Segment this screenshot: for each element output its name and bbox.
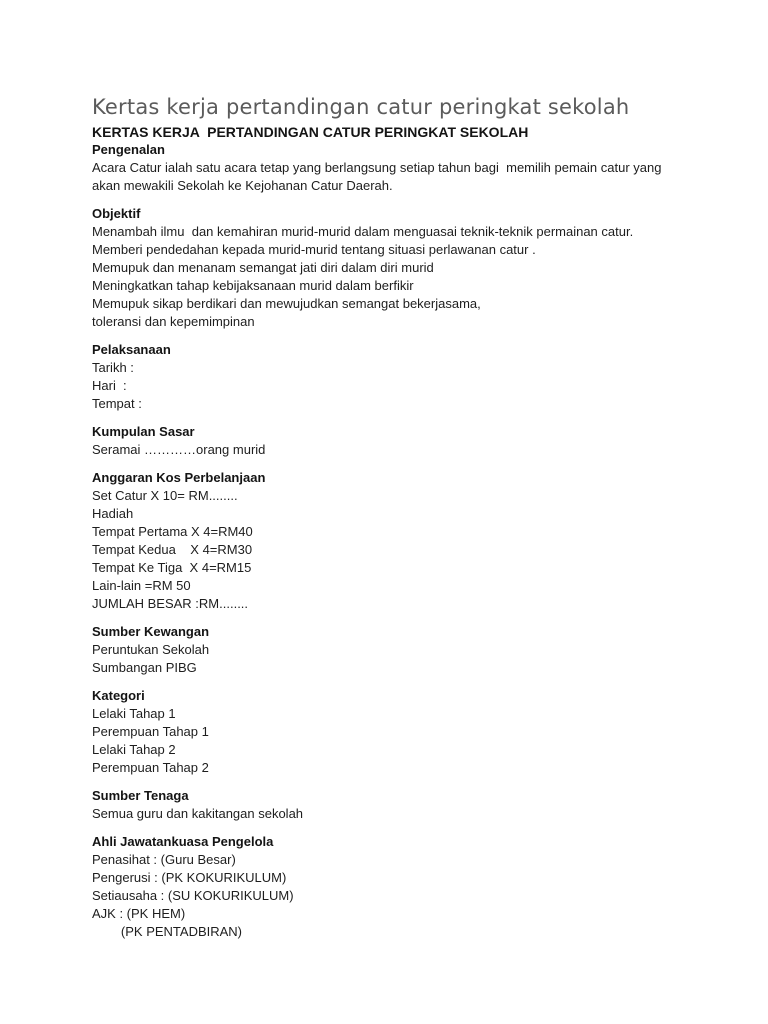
text-line: Tempat Kedua X 4=RM30 (92, 542, 253, 557)
text-line: Set Catur X 10= RM........ (92, 488, 238, 503)
text-line: Penasihat : (Guru Besar) (92, 852, 236, 867)
text-line: Hari : (92, 378, 127, 393)
text-line: Sumbangan PIBG (92, 660, 197, 675)
text-line: Tempat Pertama X 4=RM40 (92, 524, 253, 539)
section-objektif (92, 205, 680, 331)
section-pengenalan (92, 141, 680, 195)
section-sumber-tenaga (92, 787, 680, 823)
text-line: Acara Catur ialah satu acara tetap yang berlangsung setiap tahun bagi memilih pemain catur yang (92, 160, 662, 175)
document-subtitle: KERTAS KERJA PERTANDINGAN CATUR PERINGKAT SEKOLAH (92, 124, 529, 140)
text-line: Memupuk sikap berdikari dan mewujudkan semangat bekerjasama, (92, 296, 481, 311)
text-line: Menambah ilmu dan kemahiran murid-murid dalam menguasai teknik-teknik permainan catur. (92, 224, 634, 239)
text-line: Perempuan Tahap 2 (92, 760, 209, 775)
text-line: Semua guru dan kakitangan sekolah (92, 806, 304, 821)
text-line: Tempat : (92, 396, 142, 411)
text-line: Perempuan Tahap 1 (92, 724, 209, 739)
text-line: Meningkatkan tahap kebijaksanaan murid dalam berfikir (92, 278, 414, 293)
section-heading: Sumber Kewangan (92, 624, 210, 639)
text-line: Setiausaha : (SU KOKURIKULUM) (92, 888, 294, 903)
section-heading: Ahli Jawatankuasa Pengelola (92, 834, 274, 849)
text-line: Tempat Ke Tiga X 4=RM15 (92, 560, 252, 575)
section-heading: Pengenalan (92, 142, 165, 157)
section-kategori (92, 687, 680, 777)
text-line: (PK PENTADBIRAN) (92, 924, 243, 939)
section-anggaran-kos-perbelanjaan (92, 469, 680, 613)
text-line: Memberi pendedahan kepada murid-murid tentang situasi perlawanan catur . (92, 242, 536, 257)
text-line: Memupuk dan menanam semangat jati diri dalam diri murid (92, 260, 434, 275)
section-heading: Kategori (92, 688, 145, 703)
section-pelaksanaan (92, 341, 680, 413)
text-line: Peruntukan Sekolah (92, 642, 210, 657)
text-line: Pengerusi : (PK KOKURIKULUM) (92, 870, 287, 885)
section-heading: Pelaksanaan (92, 342, 171, 357)
section-heading: Kumpulan Sasar (92, 424, 195, 439)
section-kumpulan-sasar (92, 423, 680, 459)
text-line: akan mewakili Sekolah ke Kejohanan Catur Daerah. (92, 178, 393, 193)
text-line: Lain-lain =RM 50 (92, 578, 191, 593)
text-line: AJK : (PK HEM) (92, 906, 186, 921)
text-line: Lelaki Tahap 1 (92, 706, 176, 721)
section-heading: Objektif (92, 206, 141, 221)
text-line: toleransi dan kepemimpinan (92, 314, 255, 329)
document-content (92, 95, 680, 941)
text-line: Hadiah (92, 506, 134, 521)
document-title: Kertas kerja pertandingan catur peringkat sekolah (92, 95, 630, 119)
text-line: Lelaki Tahap 2 (92, 742, 176, 757)
text-line: JUMLAH BESAR :RM........ (92, 596, 249, 611)
text-line: Tarikh : (92, 360, 134, 375)
section-heading: Sumber Tenaga (92, 788, 189, 803)
section-ahli-jawatankuasa-pengelola (92, 833, 680, 941)
section-heading: Anggaran Kos Perbelanjaan (92, 470, 266, 485)
section-sumber-kewangan (92, 623, 680, 677)
text-line: Seramai …………orang murid (92, 442, 266, 457)
